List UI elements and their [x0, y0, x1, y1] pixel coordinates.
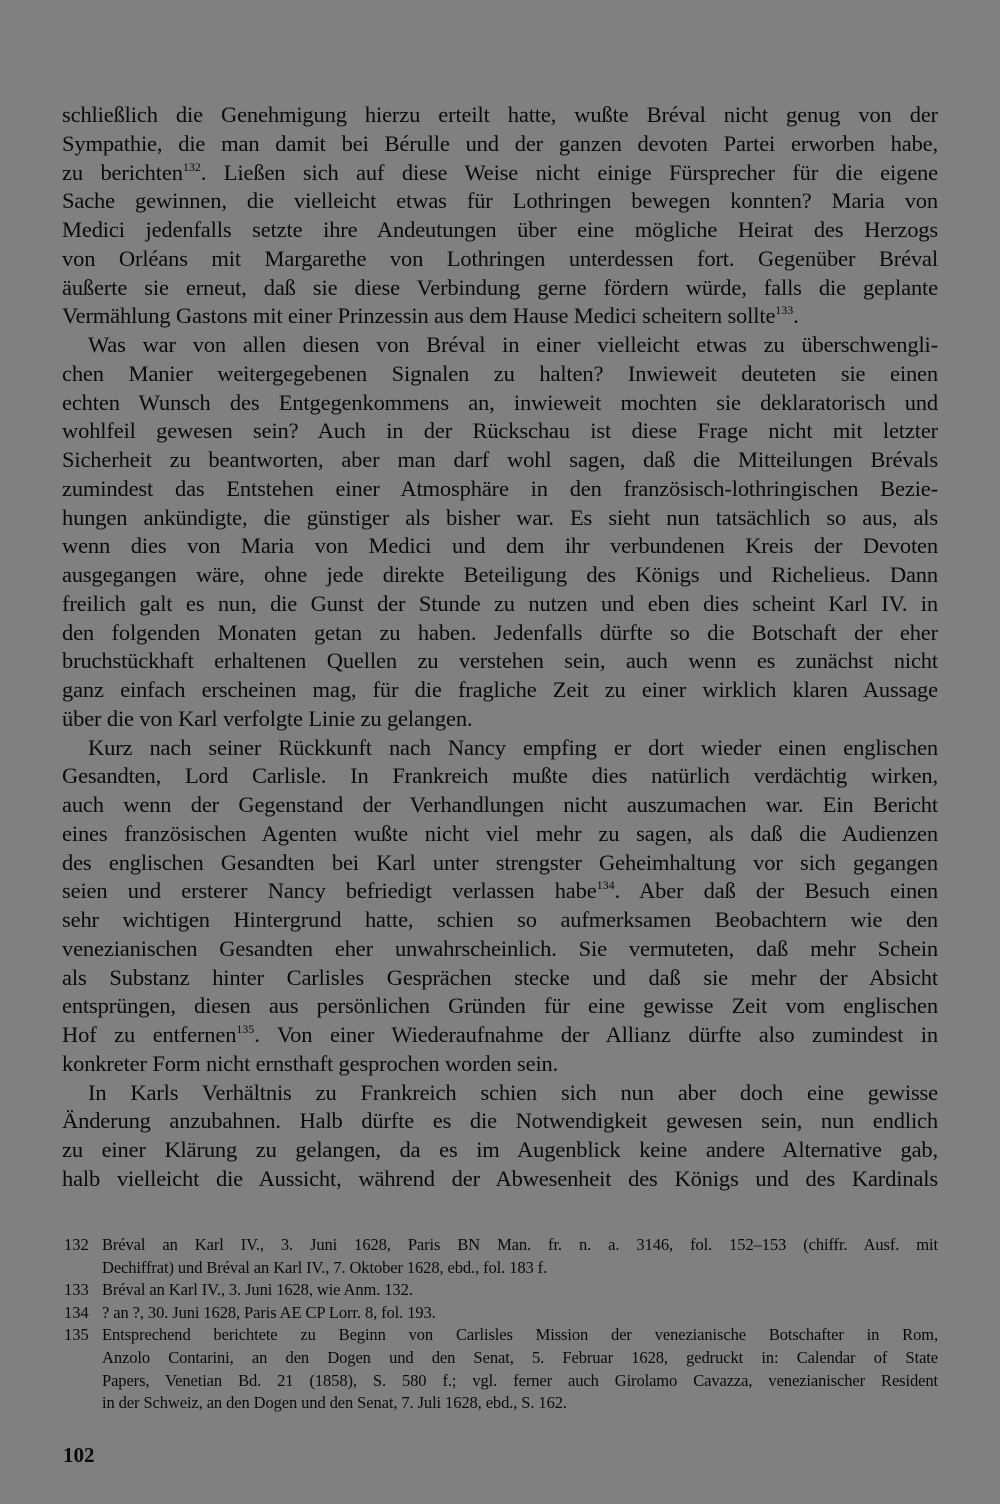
text-line	[62, 590, 938, 619]
footnote-134	[64, 1302, 938, 1325]
text-line-content: Sympathie, die man damit bei Bérulle und der ganzen devoten Partei erworben habe,	[62, 130, 938, 156]
text-line-content: über die von Karl verfolgte Linie zu gelangen.	[62, 705, 473, 731]
text-line	[62, 389, 938, 418]
body-text	[62, 101, 938, 1194]
text-line-content: Sicherheit zu beantworten, aber man darf wohl sagen, daß die Mitteilungen Brévals	[62, 447, 938, 472]
text-line	[62, 245, 938, 274]
footnote-number: 134	[64, 1302, 89, 1322]
text-line-content: sehr wichtigen Hintergrund hatte, schien so aufmerksamen Beobachtern wie den	[62, 907, 938, 932]
text-line	[62, 504, 938, 533]
text-line	[62, 791, 938, 820]
footnote-135	[64, 1324, 938, 1414]
text-line-content: Änderung anzubahnen. Halb dürfte es die Notwendigkeit gewesen sein, nun endlich	[62, 1108, 938, 1134]
text-line-content: entsprüngen, diesen aus persönlichen Gründen für eine gewisse Zeit vom englischen	[62, 993, 938, 1019]
text-line-content: auch wenn der Gegenstand der Verhandlungen nicht auszumachen war. Ein Bericht	[62, 792, 938, 817]
text-line	[62, 1021, 938, 1050]
text-line	[62, 331, 938, 360]
text-line-content: äußerte sie erneut, daß sie diese Verbindung gerne fördern würde, falls die geplante	[62, 274, 938, 300]
text-line-content: freilich galt es nun, die Gunst der Stunde zu nutzen und eben dies scheint Karl IV. in	[62, 590, 938, 616]
footnote-132	[64, 1234, 938, 1279]
text-line-content: des englischen Gesandten bei Karl unter strengster Geheimhaltung vor sich gegangen	[62, 849, 938, 875]
footnote-number: 133	[64, 1280, 89, 1300]
footnote-reference[interactable]: 135	[236, 1022, 255, 1036]
text-line-content: Was war von allen diesen von Bréval in einer vielleicht etwas zu überschwengli-	[88, 332, 938, 357]
text-line	[62, 734, 938, 763]
footnote-reference[interactable]: 134	[596, 878, 615, 893]
text-line-content: Sache gewinnen, die vielleicht etwas für Lothringen bewegen konnten? Maria von	[62, 188, 938, 214]
text-line-continuation: . Aber daß der Besuch einen	[614, 878, 938, 904]
text-line-content: ausgegangen wäre, ohne jede direkte Beteiligung des Königs und Richelieus. Dann	[62, 562, 938, 587]
footnote-reference[interactable]: 133	[775, 303, 794, 318]
text-line	[62, 561, 938, 590]
footnote-text-line: Papers, Venetian Bd. 21 (1858), S. 580 f.; vgl. ferner auch Girolamo Cavazza, venezianischer Resident	[102, 1370, 938, 1390]
text-line	[62, 417, 938, 446]
text-line-content: wenn dies von Maria von Medici und dem ihr verbundenen Kreis der Devoten	[62, 533, 938, 559]
text-line-content: Vermählung Gastons mit einer Prinzessin aus dem Hause Medici scheitern sollte	[62, 303, 776, 329]
text-line-content: von Orléans mit Margarethe von Lothringen unterdessen fort. Gegenüber Bréval	[62, 245, 938, 271]
page-number: 102	[63, 1443, 95, 1467]
text-line	[62, 906, 938, 935]
text-line-content: venezianischen Gesandten eher unwahrscheinlich. Sie vermuteten, daß mehr Schein	[62, 935, 938, 961]
text-line-content: zu berichten	[62, 159, 183, 185]
text-line	[62, 159, 938, 188]
footnote-text-line: Bréval an Karl IV., 3. Juni 1628, Paris BN Man. fr. n. a. 3146, fol. 152–153 (chiffr. Ausf. mit	[102, 1235, 938, 1254]
text-line	[62, 877, 938, 906]
text-line-content: Gesandten, Lord Carlisle. In Frankreich mußte dies natürlich verdächtig wirken,	[62, 763, 938, 789]
text-line-content: wohlfeil gewesen sein? Auch in der Rückschau ist diese Frage nicht mit letzter	[62, 418, 938, 444]
text-line	[62, 187, 938, 216]
text-line	[62, 849, 938, 878]
text-line	[62, 935, 938, 964]
text-line	[62, 130, 938, 159]
text-line	[62, 274, 938, 303]
text-line	[62, 302, 938, 331]
text-line	[62, 964, 938, 993]
footnote-number: 135	[64, 1325, 89, 1345]
text-line-continuation: . Ließen sich auf diese Weise nicht einige Fürsprecher für die eigene	[200, 159, 938, 185]
text-line	[62, 705, 938, 734]
footnote-text-line: Entsprechend berichtete zu Beginn von Carlisles Mission der venezianische Botschafter in Rom,	[102, 1325, 938, 1345]
footnote-text-line: Bréval an Karl IV., 3. Juni 1628, wie Anm. 132.	[102, 1280, 413, 1300]
footnotes	[64, 1234, 938, 1415]
footnote-text-line: ? an ?, 30. Juni 1628, Paris AE CP Lorr. 8, fol. 193.	[102, 1302, 436, 1322]
text-line-content: als Substanz hinter Carlisles Gesprächen stecke und daß sie mehr der Absicht	[62, 964, 938, 990]
text-line-content: konkreter Form nicht ernsthaft gesprochen worden sein.	[62, 1050, 559, 1076]
text-line-content: eines französischen Agenten wußte nicht viel mehr zu sagen, als daß die Audienzen	[62, 820, 938, 846]
text-line-content: echten Wunsch des Entgegenkommens an, inwieweit mochten sie deklaratorisch und	[62, 389, 938, 415]
text-line-content: Medici jedenfalls setzte ihre Andeutungen über eine mögliche Heirat des Herzogs	[62, 217, 938, 242]
text-line	[62, 1050, 938, 1079]
footnote-text-line: Dechiffrat) und Bréval an Karl IV., 7. Oktober 1628, ebd., fol. 183 f.	[102, 1257, 548, 1277]
text-line	[62, 1165, 938, 1194]
text-line-content: Kurz nach seiner Rückkunft nach Nancy empfing er dort wieder einen englischen	[88, 734, 938, 760]
footnote-number: 132	[64, 1235, 89, 1254]
text-line-continuation: .	[793, 303, 799, 329]
text-line-content: zumindest das Entstehen einer Atmosphäre in den französisch-lothringischen Bezie-	[62, 475, 938, 501]
text-line-content: zu einer Klärung zu gelangen, da es im Augenblick keine andere Alternative gab,	[62, 1137, 938, 1162]
text-line-content: den folgenden Monaten getan zu haben. Jedenfalls dürfte so die Botschaft der eher	[62, 619, 938, 645]
text-line	[62, 1079, 938, 1108]
text-line	[62, 992, 938, 1021]
text-line-content: In Karls Verhältnis zu Frankreich schien sich nun aber doch eine gewisse	[88, 1079, 938, 1105]
text-line	[62, 446, 938, 475]
footnote-text-line: in der Schweiz, an den Dogen und den Senat, 7. Juli 1628, ebd., S. 162.	[102, 1393, 567, 1413]
text-line-content: ganz einfach erscheinen mag, für die fragliche Zeit zu einer wirklich klaren Aussage	[62, 677, 938, 702]
footnote-reference[interactable]: 132	[182, 159, 201, 174]
text-line-content: halb vielleicht die Aussicht, während der Abwesenheit des Königs und des Kardinals	[62, 1165, 938, 1191]
text-line-content: chen Manier weitergegebenen Signalen zu halten? Inwieweit deuteten sie einen	[62, 360, 938, 386]
text-line-content: Hof zu entfernen	[62, 1022, 237, 1047]
footnote-text-line: Anzolo Contarini, an den Dogen und den Senat, 5. Februar 1628, gedruckt in: Calendar of State	[102, 1347, 938, 1367]
text-line	[62, 360, 938, 389]
text-line	[62, 820, 938, 849]
footnote-133	[64, 1279, 938, 1302]
text-line	[62, 216, 938, 245]
text-line	[62, 1136, 938, 1165]
text-line	[62, 762, 938, 791]
text-line-content: seien und ersterer Nancy befriedigt verlassen habe	[62, 878, 597, 904]
text-line-continuation: . Von einer Wiederaufnahme der Allianz dürfte also zumindest in	[254, 1022, 938, 1047]
text-line	[62, 532, 938, 561]
text-line-content: hungen ankündigte, die günstiger als bisher war. Es sieht nun tatsächlich so aus, als	[62, 504, 938, 530]
text-line	[62, 475, 938, 504]
text-line	[62, 101, 938, 130]
text-line	[62, 676, 938, 705]
text-line-content: bruchstückhaft erhaltenen Quellen zu verstehen sein, auch wenn es zunächst nicht	[62, 648, 938, 674]
text-line	[62, 619, 938, 648]
text-line	[62, 647, 938, 676]
text-line-content: schließlich die Genehmigung hierzu erteilt hatte, wußte Bréval nicht genug von der	[62, 102, 938, 127]
text-line	[62, 1107, 938, 1136]
